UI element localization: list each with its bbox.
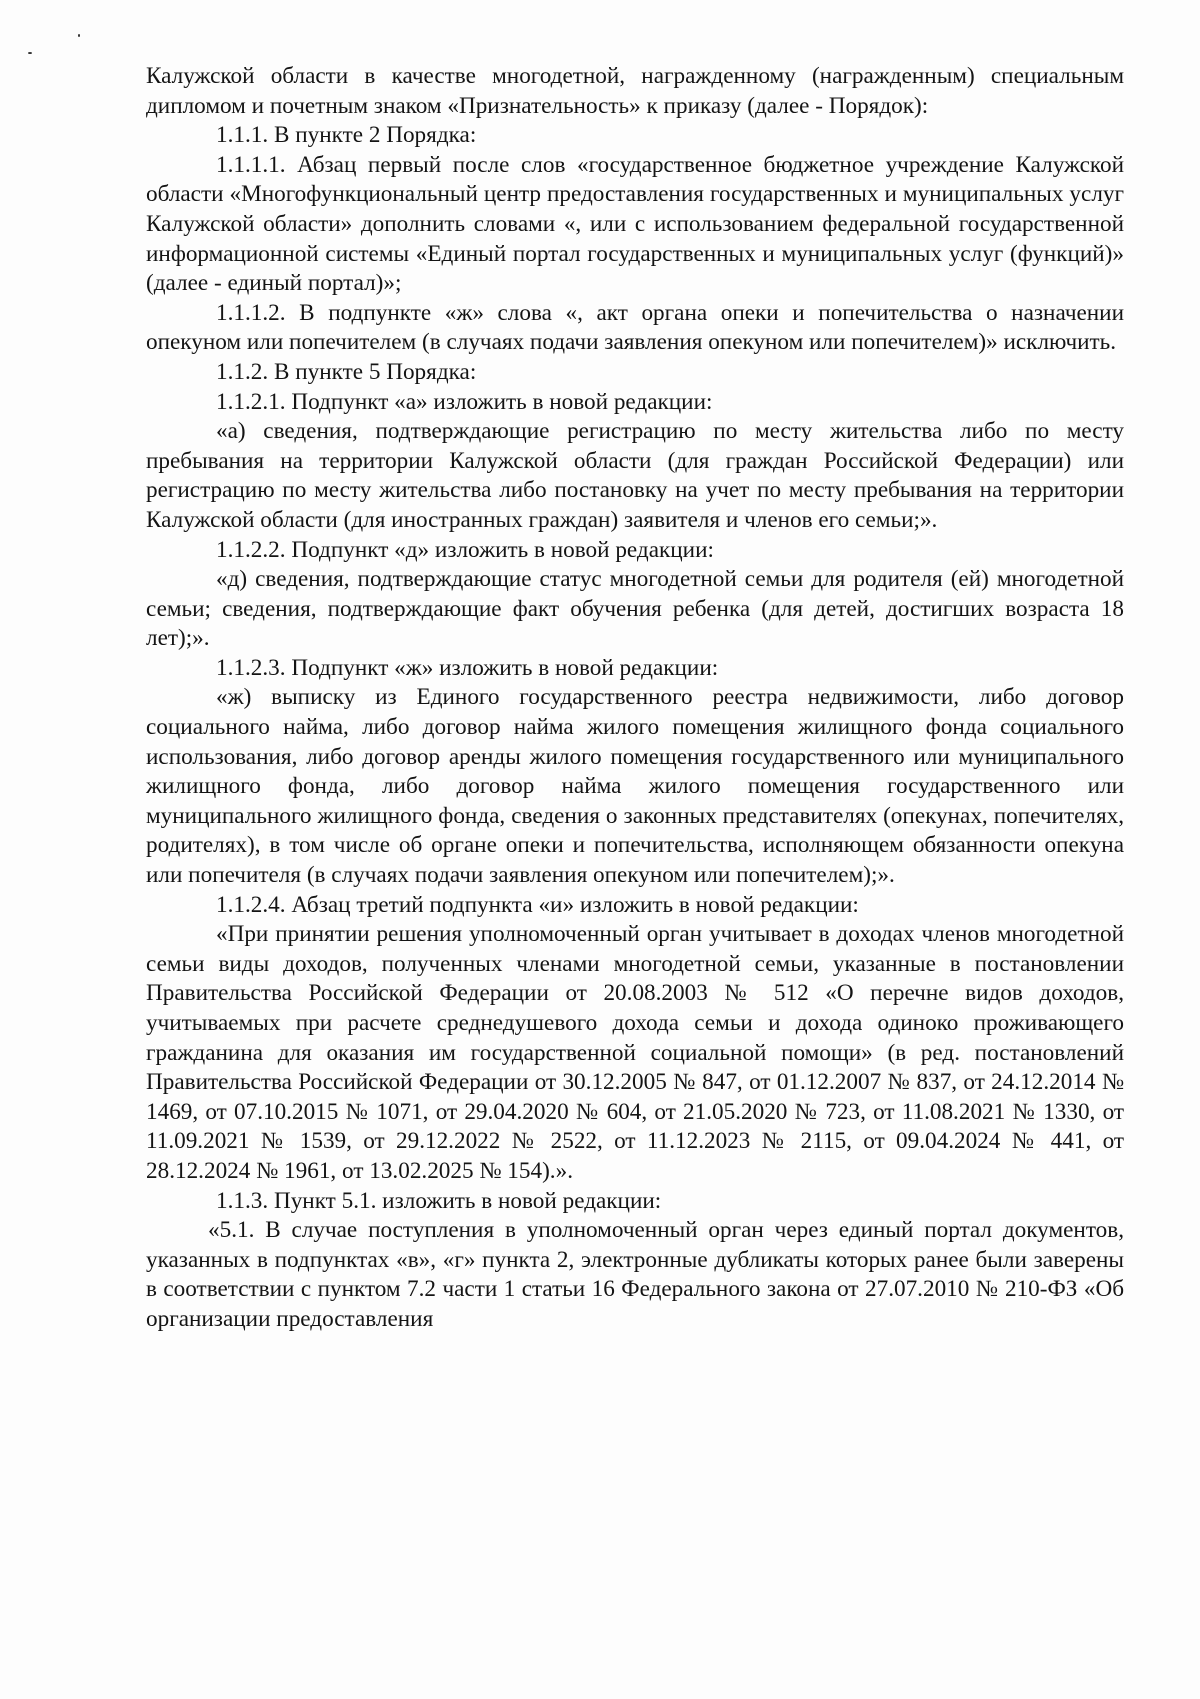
paragraph-1-1-1-2: 1.1.1.2. В подпункте «ж» слова «, акт органа опеки и попечительства о назначении опекуном или попечителем (в случаях подачи заявления опекуном или попечителем)» исключить. — [146, 299, 1124, 356]
scan-speck — [28, 52, 32, 54]
paragraph-intro: Калужской области в качестве многодетной, награжденному (награжденным) специальным дипломом и почетным знаком «Признательность» к приказу (далее - Порядок): — [146, 63, 1124, 119]
paragraph-1-1-2-1: 1.1.2.1. Подпункт «а» изложить в новой редакции: — [216, 388, 713, 415]
paragraph-1-1-2-4: 1.1.2.4. Абзац третий подпункта «и» изложить в новой редакции: — [216, 891, 859, 918]
paragraph-subitem-zh: «ж) выписку из Единого государственного реестра недвижимости, либо договор социального найма, либо договор найма жилого помещения жилищного фонда социального использования, либо договор аренды жилого помещения государственного или муниципального жилищного фонда, либо договор найма жилого помещения государственного или муниципального жилищного фонда, сведения о законных представителях (опекунах, попечителях, родителях), в том числе об органе опеки и попечительства, исполняющем обязанности опекуна или попечителя (в случаях подачи заявления опекуном или попечителем);». — [146, 684, 1124, 889]
paragraph-income-decision: «При принятии решения уполномоченный орган учитывает в доходах членов многодетной семьи виды доходов, полученных членами многодетной семьи, указанные в постановлении Правительства Российской Федерации от 20.08.2003 № 512 «О перечне видов доходов, учитываемых при расчете среднедушевого дохода семьи и дохода одиноко проживающего гражданина для оказания им государственной социальной помощи» (в ред. постановлений Правительства Российской Федерации от 30.12.2005 № 847, от 01.12.2007 № 837, от 24.12.2014 № 1469, от 07.10.2015 № 1071, от 29.04.2020 № 604, от 21.05.2020 № 723, от 11.08.2021 № 1330, от 11.09.2021 № 1539, от 29.12.2022 № 2522, от 11.12.2023 № 2115, от 09.04.2024 № 441, от 28.12.2024 № 1961, от 13.02.2025 № 154).». — [146, 921, 1124, 1184]
scan-speck — [78, 34, 80, 37]
paragraph-subitem-a: «а) сведения, подтверждающие регистрацию по месту жительства либо по месту пребывания на территории Калужской области (для граждан Российской Федерации) или регистрацию по месту жительства либо постановку на учет по месту пребывания на территории Калужской области (для иностранных граждан) заявителя и членов его семьи;». — [146, 418, 1124, 533]
paragraph-1-1-2-2: 1.1.2.2. Подпункт «д» изложить в новой редакции: — [216, 536, 714, 563]
document-body — [146, 62, 1124, 1335]
paragraph-subitem-d: «д) сведения, подтверждающие статус многодетной семьи для родителя (ей) многодетной семьи; сведения, подтверждающие факт обучения ребенка (для детей, достигших возраста 18 лет);». — [146, 566, 1124, 652]
paragraph-1-1-3: 1.1.3. Пункт 5.1. изложить в новой редакции: — [216, 1187, 662, 1214]
paragraph-1-1-2: 1.1.2. В пункте 5 Порядка: — [216, 358, 477, 385]
paragraph-1-1-2-3: 1.1.2.3. Подпункт «ж» изложить в новой редакции: — [216, 654, 719, 681]
paragraph-1-1-1: 1.1.1. В пункте 2 Порядка: — [216, 122, 477, 149]
paragraph-5-1: «5.1. В случае поступления в уполномоченный орган через единый портал документов, указанных в подпунктах «в», «г» пункта 2, электронные дубликаты которых ранее были заверены в соответствии с пунктом 7.2 части 1 статьи 16 Федерального закона от 27.07.2010 № 210-ФЗ «Об организации предоставления — [146, 1217, 1124, 1332]
paragraph-1-1-1-1: 1.1.1.1. Абзац первый после слов «государственное бюджетное учреждение Калужской области «Многофункциональный центр предоставления государственных и муниципальных услуг Калужской области» дополнить словами «, или с использованием федеральной государственной информационной системы «Единый портал государственных и муниципальных услуг (функций)» (далее - единый портал)»; — [146, 151, 1124, 297]
